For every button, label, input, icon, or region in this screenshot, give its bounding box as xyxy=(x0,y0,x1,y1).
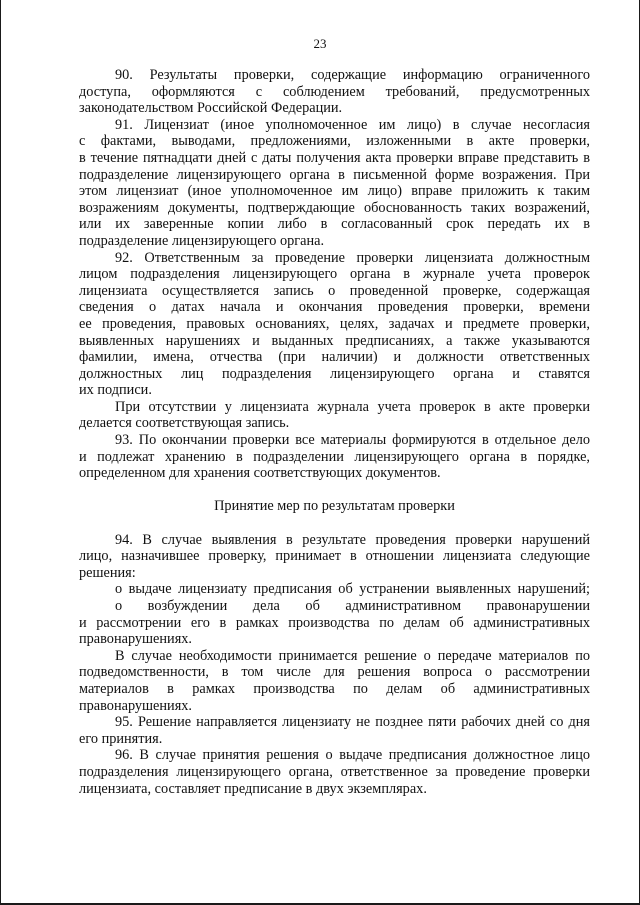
text-line: 94. В случае выявления в результате проведения проверки нарушений xyxy=(115,531,590,548)
scan-border-left xyxy=(0,0,1,905)
text-line: При отсутствии у лицензиата журнала учета проверок в акте проверки xyxy=(115,398,590,415)
text-line: в течение пятнадцати дней с даты получения акта проверки вправе представить в xyxy=(79,149,590,166)
text-line: подведомственности, в том числе для решения вопроса о рассмотрении xyxy=(79,664,590,681)
text-line: 96. В случае принятия решения о выдаче предписания должностное лицо xyxy=(115,747,590,764)
text-line: лицо, назначившее проверку, принимает в отношении лицензиата следующие xyxy=(79,548,590,565)
text-line: 90. Результаты проверки, содержащие информацию ограниченного xyxy=(115,67,590,83)
text-line: и рассмотрении его в рамках производства по делам об административных xyxy=(79,614,590,631)
text-line: с фактами, выводами, предложениями, изложенными в акте проверки, xyxy=(79,133,590,150)
text-line: этом лицензиат (иное уполномоченное им лицо) вправе приложить к таким xyxy=(79,183,590,200)
spacer xyxy=(79,482,590,499)
text-line: их подписи. xyxy=(79,382,152,399)
text-line: правонарушениях. xyxy=(79,631,193,648)
text-line: делается соответствующая запись. xyxy=(79,415,290,432)
text-line: выявленных нарушениях и выданных предписаниях, а также указываются xyxy=(79,332,590,349)
text-line: 92. Ответственным за проведение проверки лицензиата должностным xyxy=(115,249,590,266)
text-line: фамилии, имена, отчества (при наличии) и должности ответственных xyxy=(79,349,590,366)
text-line: В случае необходимости принимается решение о передаче материалов по xyxy=(115,647,590,664)
document-body xyxy=(79,67,590,797)
text-line: решения: xyxy=(79,564,136,581)
section-inspection-results xyxy=(79,67,590,482)
text-line: или их заверенные копии либо в согласованный срок передать их в xyxy=(79,216,590,233)
text-line: 95. Решение направляется лицензиату не позднее пяти рабочих дней со дня xyxy=(115,714,590,731)
section-heading: Принятие мер по результатам проверки xyxy=(214,498,455,515)
spacer xyxy=(79,515,590,532)
text-line: подразделение лицензирующего органа в письменной форме возражения. При xyxy=(79,166,590,183)
text-line: лицензиата осуществляется запись о проведенной проверке, содержащая xyxy=(79,282,590,299)
text-line: 93. По окончании проверки все материалы формируются в отдельное дело xyxy=(115,432,590,449)
text-line: лицом подразделения лицензирующего органа в журнале учета проверок xyxy=(79,266,590,283)
section-measures xyxy=(79,532,590,798)
text-line: определенном для хранения соответствующих документов. xyxy=(79,465,441,482)
text-line: должностных лиц подразделения лицензирующего органа и ставятся xyxy=(79,365,590,382)
text-line: возражениям документы, подтверждающие обоснованность таких возражений, xyxy=(79,199,590,216)
text-line: о возбуждении дела об административном правонарушении xyxy=(115,598,590,614)
text-line: о выдаче лицензиату предписания об устранении выявленных нарушений; xyxy=(115,581,590,598)
text-line: лицензиата, составляет предписание в двух экземплярах. xyxy=(79,780,427,797)
text-line: подразделения лицензирующего органа, ответственное за проведение проверки xyxy=(79,763,590,780)
text-line: законодательством Российской Федерации. xyxy=(79,100,343,117)
text-line: и подлежат хранению в подразделении лицензирующего органа в порядке, xyxy=(79,448,590,465)
text-line: подразделение лицензирующего органа. xyxy=(79,232,325,249)
text-line: 91. Лицензиат (иное уполномоченное им лицо) в случае несогласия xyxy=(115,116,590,133)
text-line: доступа, оформляются с соблюдением требований, предусмотренных xyxy=(79,83,590,100)
text-line: его принятия. xyxy=(79,730,163,747)
text-line: материалов в рамках производства по делам об административных xyxy=(79,680,590,697)
text-line: сведения о датах начала и окончания проведения проверки, времени xyxy=(79,299,590,316)
page-number: 23 xyxy=(313,36,327,51)
text-line: ее проведения, правовых основаниях, целях, задачах и предмете проверки, xyxy=(79,315,590,332)
text-line: правонарушениях. xyxy=(79,697,193,714)
